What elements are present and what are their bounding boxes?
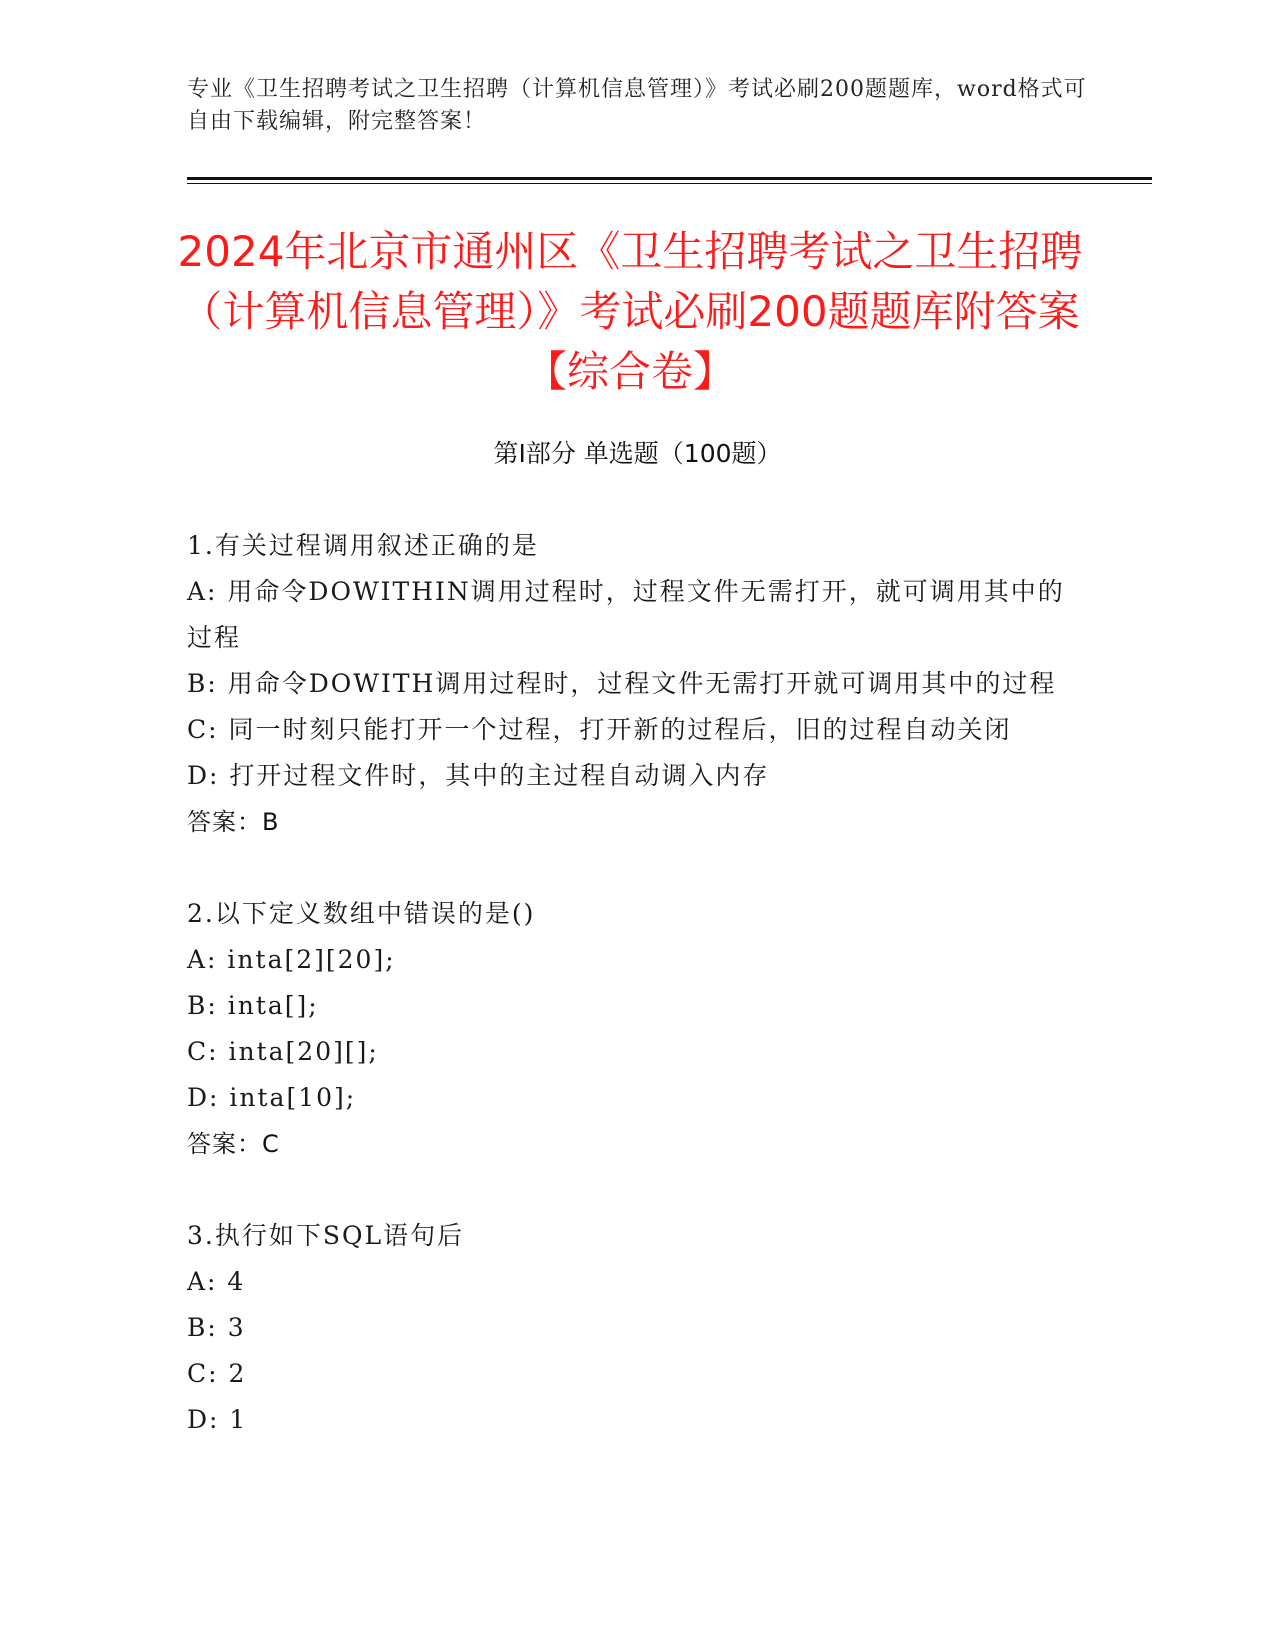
option-b: B: 3 <box>187 1313 246 1342</box>
answer-label: 答案：B <box>187 808 280 836</box>
option-d: D: 1 <box>187 1405 248 1434</box>
option-c: C: inta[20][]; <box>187 1037 379 1066</box>
question-stem: 1.有关过程调用叙述正确的是 <box>187 531 539 560</box>
option-c: C: 同一时刻只能打开一个过程，打开新的过程后，旧的过程自动关闭 <box>187 715 1012 744</box>
section-heading: 第I部分 单选题（100题） <box>493 439 782 468</box>
option-d: D: 打开过程文件时，其中的主过程自动调入内存 <box>187 761 770 790</box>
question-stem: 2.以下定义数组中错误的是() <box>187 899 536 928</box>
question-2 <box>187 891 1067 1167</box>
question-stem: 3.执行如下SQL语句后 <box>187 1221 465 1250</box>
header-rule-thick <box>187 177 1152 180</box>
question-3 <box>187 1213 1067 1443</box>
option-b: B: 用命令DOWITH调用过程时，过程文件无需打开就可调用其中的过程 <box>187 669 1057 698</box>
document-title: 2024年北京市通州区《卫生招聘考试之卫生招聘（计算机信息管理）》考试必刷200题题库附答案【综合卷】 <box>177 227 1083 396</box>
option-a: A: 用命令DOWITHIN调用过程时，过程文件无需打开，就可调用其中的过程 <box>187 577 1065 652</box>
option-a: A: inta[2][20]; <box>187 945 396 974</box>
option-b: B: inta[]; <box>187 991 319 1020</box>
header-rule-thin <box>187 183 1152 184</box>
option-c: C: 2 <box>187 1359 247 1388</box>
header-note: 专业《卫生招聘考试之卫生招聘（计算机信息管理）》考试必刷200题题库，word格式可自由下载编辑，附完整答案！ <box>187 77 1087 134</box>
question-list <box>187 523 1067 1489</box>
option-a: A: 4 <box>187 1267 246 1296</box>
answer-label: 答案：C <box>187 1130 280 1158</box>
question-1 <box>187 523 1067 845</box>
option-d: D: inta[10]; <box>187 1083 357 1112</box>
